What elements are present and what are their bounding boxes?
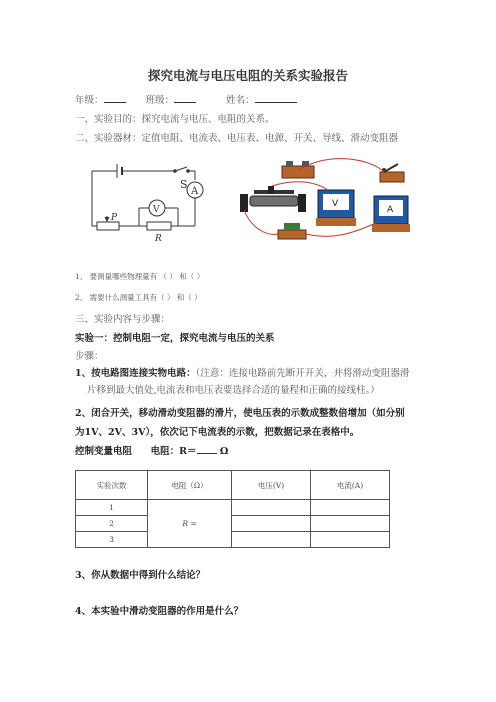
ammeter-label: A [191,186,199,197]
step-2-line-2: 为1V、2V、3V），依次记下电流表的示数，把数据记录在表格中。 [75,427,360,438]
voltmeter-icon [316,190,356,226]
circuit-diagram [75,158,225,248]
step-1 [75,365,409,379]
name-label: 姓名： [226,95,255,106]
experiment-1-title: 实验一：控制电阻一定，探究电流与电压的关系 [75,333,275,344]
voltage-cell[interactable] [232,516,311,532]
question-4: 4、本实验中滑动变阻器的作用是什么？ [75,606,244,617]
question-3: 3、你从数据中得到什么结论？ [75,570,206,581]
class-label: 班级： [145,95,175,106]
resistance-cell[interactable]: R = [148,500,232,548]
section-steps: 三、实验内容与步骤： [75,314,171,325]
data-table [75,470,390,548]
voltage-cell[interactable] [232,532,311,548]
control-variable-row [75,443,228,457]
section-purpose: 一、实验目的：探究电流与电压、电阻的关系。 [75,114,275,125]
grade-blank[interactable] [104,93,126,103]
student-info-row [75,92,297,106]
table-header-row [76,471,390,500]
step-1-note: （注意：连接电路前先断开开关，并将滑动变阻器滑 [195,368,410,379]
table-row [76,532,390,548]
switch-icon [380,164,404,182]
header-trial: 实验次数 [76,471,148,500]
table-row [76,500,390,516]
step-1-bold: 1、按电路图连接实物电路： [75,368,196,379]
switch-label: S [180,178,188,191]
step-2-line-1: 2、闭合开关，移动滑动变阻器的滑片，使电压表的示数成整数倍增加（如分别 [75,408,405,419]
header-voltage: 电压(V) [232,471,311,500]
trial-number: 1 [76,500,148,516]
svg-text:A: A [387,205,394,215]
resistance-label: 电阻：R＝ [150,446,197,457]
resistor-block-icon [278,223,306,239]
class-blank[interactable] [174,93,196,103]
voltage-cell[interactable] [232,500,311,516]
voltmeter-label: V [153,205,160,215]
section-equipment: 二、实验器材：定值电阻、电流表、电压表、电源、开关、导线、滑动变阻器 [75,133,399,144]
ammeter-icon [372,196,410,232]
table-row [76,516,390,532]
rheostat-icon [240,186,306,212]
page-title: 探究电流与电压电阻的关系实验报告 [147,68,348,83]
trial-number: 3 [76,532,148,548]
svg-text:V: V [332,199,339,209]
resistance-unit: Ω [219,446,229,457]
name-blank[interactable] [255,93,297,103]
header-resistance: 电阻（Ω） [148,471,232,500]
question-2: 2、 需要什么测量工具有（ ） 和（ ） [75,293,202,302]
step-1-line-2: 片移到最大值处,电流表和电压表要选择合适的量程和正确的接线柱。） [87,385,380,396]
apparatus-illustration [232,150,412,250]
control-label: 控制变量电阻 [75,446,133,457]
resistance-blank[interactable] [197,444,217,454]
current-cell[interactable] [311,532,390,548]
steps-label: 步骤： [75,351,104,362]
trial-number: 2 [76,516,148,532]
rheostat-label: P [111,213,118,223]
resistor-label: R [155,234,162,244]
question-1: 1、 要测量哪些物理量有 （ ） 和（ ） [75,272,205,281]
current-cell[interactable] [311,500,390,516]
header-current: 电流(A) [311,471,390,500]
current-cell[interactable] [311,516,390,532]
grade-label: 年级： [75,95,104,106]
